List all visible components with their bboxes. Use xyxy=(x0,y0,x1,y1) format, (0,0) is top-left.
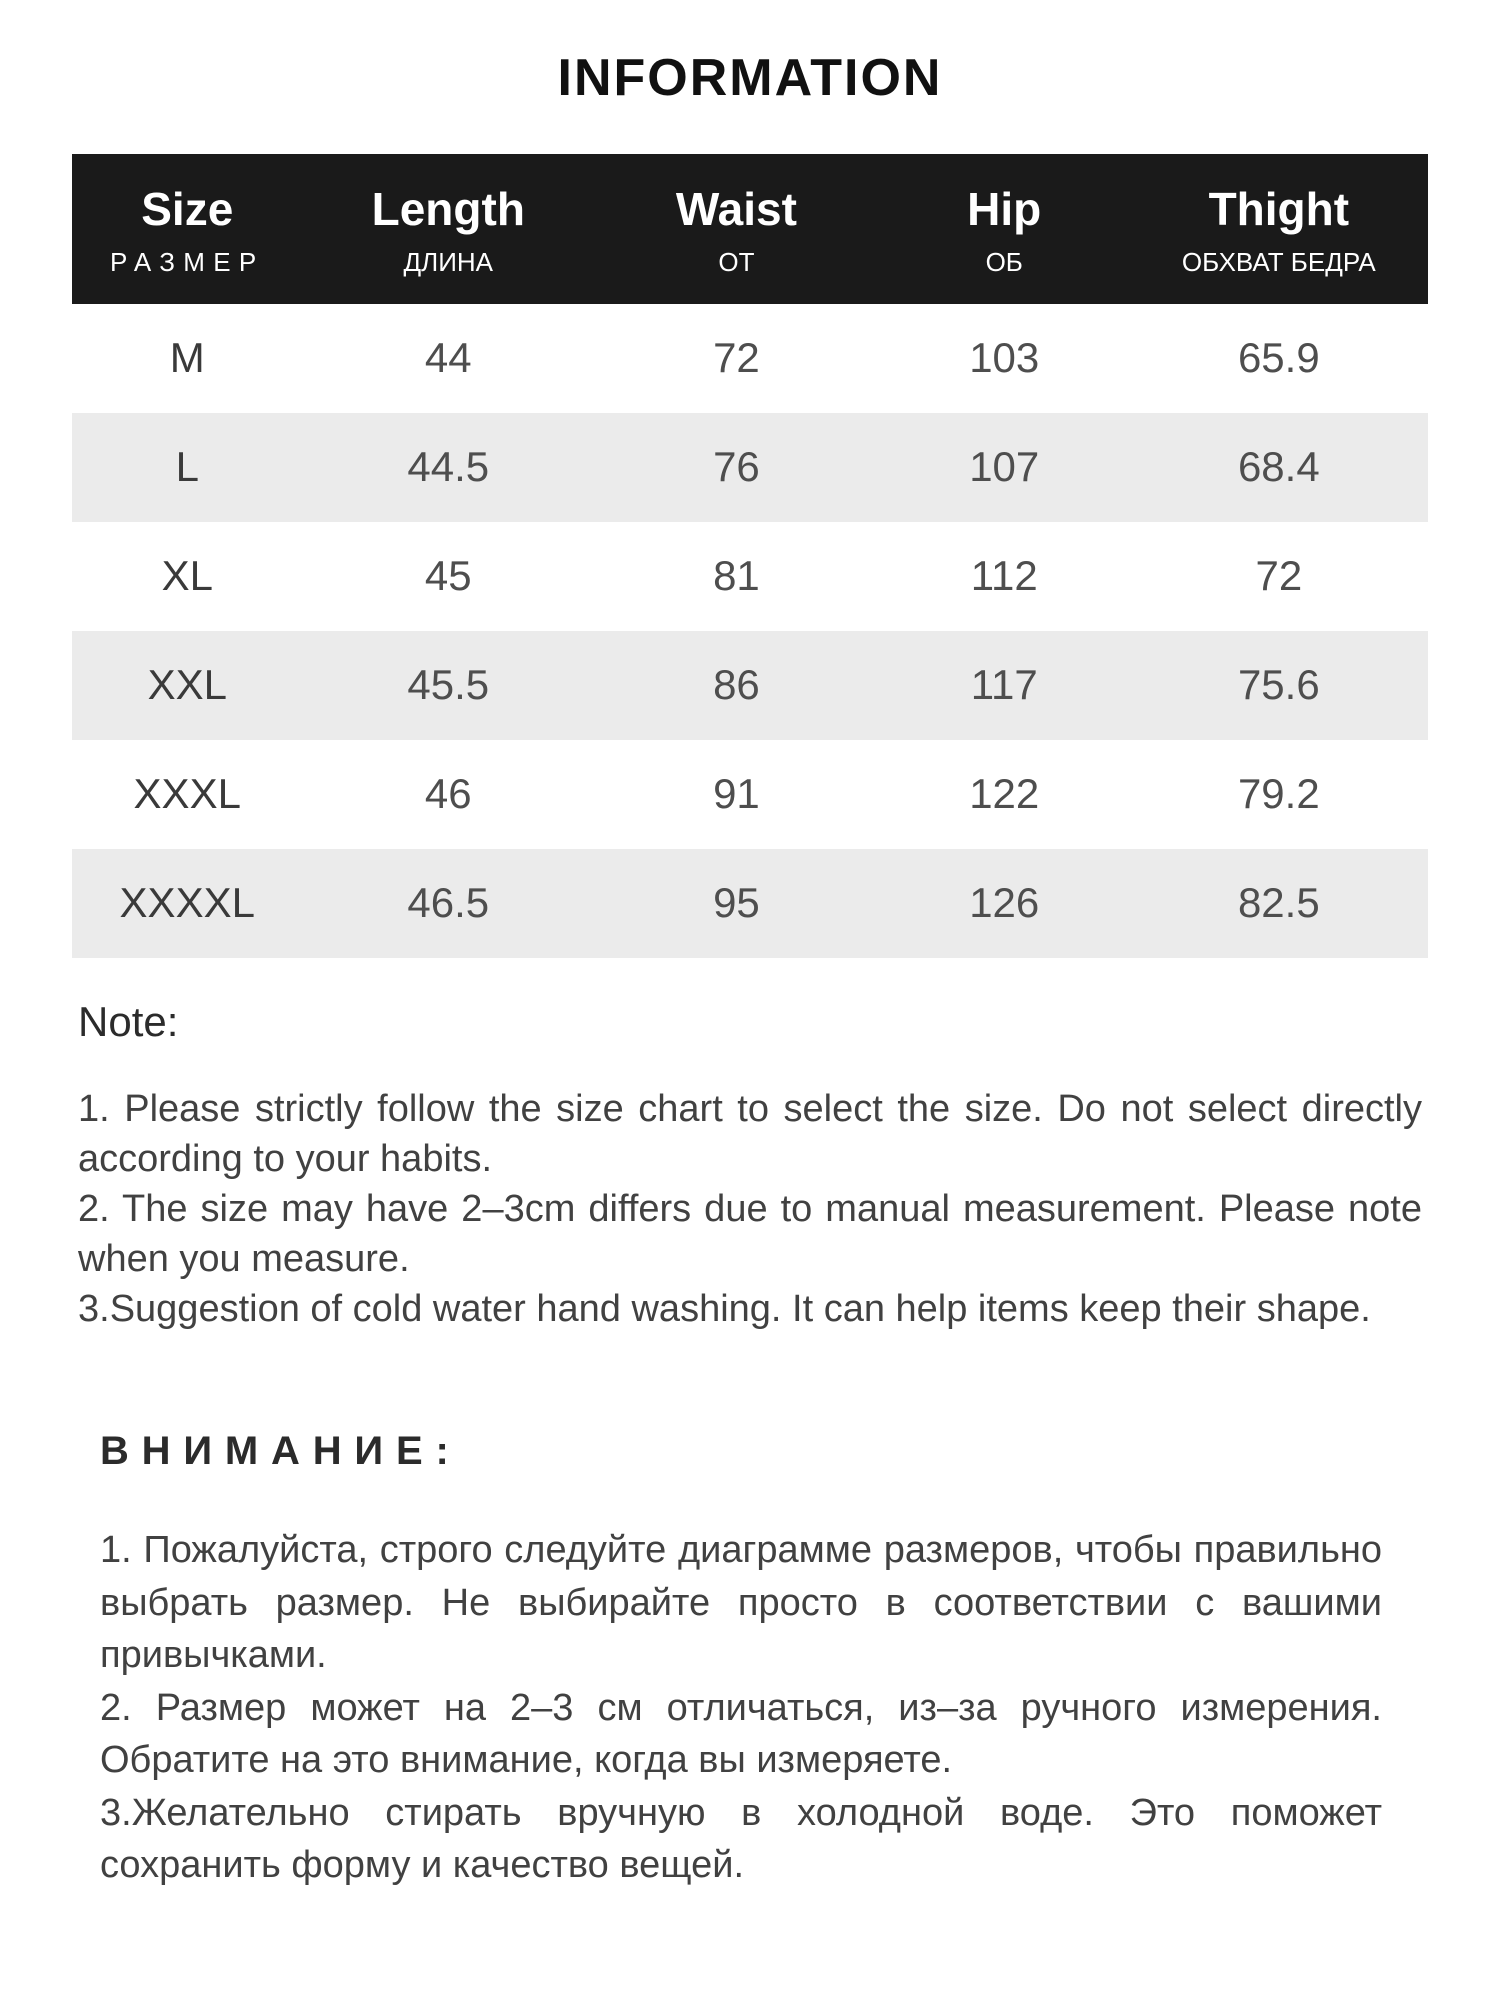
cell-length: 46.5 xyxy=(407,879,490,927)
header-label-en: Hip xyxy=(967,183,1042,235)
cell-thight: 75.6 xyxy=(1237,661,1320,709)
note-item-ru-2: 2. Размер может на 2–3 см отличаться, из–за ручного измерения. Обратите на это внимание, когда вы измеряете. xyxy=(100,1686,1382,1782)
cell-size: M xyxy=(169,334,205,382)
cell-thight: 82.5 xyxy=(1237,879,1320,927)
header-label-ru: ОБ xyxy=(985,246,1023,277)
cell-length: 44 xyxy=(424,334,472,382)
cell-thight: 72 xyxy=(1255,552,1303,600)
cell-size: XXL xyxy=(147,661,227,709)
note-item-en-1: 1. Please strictly follow the size chart to select the size. Do not select directly according to your habits. xyxy=(78,1087,1422,1180)
cell-hip: 107 xyxy=(969,443,1040,491)
cell-length: 45.5 xyxy=(407,661,490,709)
table-row-xxl xyxy=(72,631,1428,740)
notes-russian-section xyxy=(100,1429,1382,1891)
header-label-en: Size xyxy=(141,183,234,235)
table-row-xxxl xyxy=(72,740,1428,849)
column-header-hip xyxy=(879,154,1130,304)
note-heading-en: Note: xyxy=(78,997,179,1045)
header-label-ru: ОБХВАТ БЕДРА xyxy=(1181,246,1376,277)
header-label-ru: ДЛИНА xyxy=(403,246,494,277)
table-header-row xyxy=(72,154,1428,304)
header-label-en: Length xyxy=(371,183,525,235)
cell-thight: 79.2 xyxy=(1237,770,1320,818)
note-item-en-2: 2. The size may have 2–3cm differs due to manual measurement. Please note when you measure. xyxy=(78,1187,1422,1281)
cell-length: 44.5 xyxy=(407,443,490,491)
table-row-l xyxy=(72,413,1428,522)
cell-thight: 65.9 xyxy=(1237,334,1320,382)
page-title: INFORMATION xyxy=(557,49,943,107)
cell-waist: 91 xyxy=(713,770,760,818)
cell-length: 46 xyxy=(424,770,472,818)
column-header-size xyxy=(72,154,303,304)
table-row-xl xyxy=(72,522,1428,631)
header-label-ru: РАЗМЕР xyxy=(109,246,265,277)
header-label-en: Thight xyxy=(1208,183,1350,235)
notes-english-section xyxy=(78,998,1422,1335)
cell-hip: 122 xyxy=(969,770,1040,818)
cell-hip: 112 xyxy=(970,552,1038,600)
note-item-ru-1: 1. Пожалуйста, строго следуйте диаграмме размеров, чтобы правильно выбрать размер. Не выбирайте просто в соответствии с вашими привычками. xyxy=(100,1529,1382,1677)
table-row-xxxxl xyxy=(72,849,1428,958)
cell-size: XXXXL xyxy=(119,879,255,927)
cell-thight: 68.4 xyxy=(1237,443,1320,491)
cell-waist: 76 xyxy=(713,443,760,491)
cell-waist: 72 xyxy=(713,334,760,382)
column-header-length xyxy=(303,154,595,304)
cell-waist: 95 xyxy=(713,879,760,927)
cell-size: L xyxy=(175,443,199,491)
cell-length: 45 xyxy=(424,552,472,600)
column-header-waist xyxy=(594,154,879,304)
cell-waist: 81 xyxy=(713,552,760,600)
note-item-ru-3: 3.Желательно стирать вручную в холодной воде. Это поможет сохранить форму и качество вещей. xyxy=(100,1791,1382,1886)
header-label-ru: ОТ xyxy=(718,246,755,277)
cell-hip: 103 xyxy=(969,334,1040,382)
cell-waist: 86 xyxy=(713,661,760,709)
cell-hip: 117 xyxy=(970,661,1038,709)
note-heading-ru: ВНИМАНИЕ: xyxy=(100,1429,462,1474)
column-header-thight xyxy=(1130,154,1428,304)
cell-hip: 126 xyxy=(969,879,1040,927)
cell-size: XL xyxy=(161,552,213,600)
cell-size: XXXL xyxy=(133,770,241,818)
size-chart xyxy=(72,154,1428,958)
size-chart-table xyxy=(72,154,1428,958)
header-label-en: Waist xyxy=(675,183,797,235)
table-row-m xyxy=(72,304,1428,413)
note-item-en-3: 3.Suggestion of cold water hand washing. It can help items keep their shape. xyxy=(78,1288,1371,1331)
